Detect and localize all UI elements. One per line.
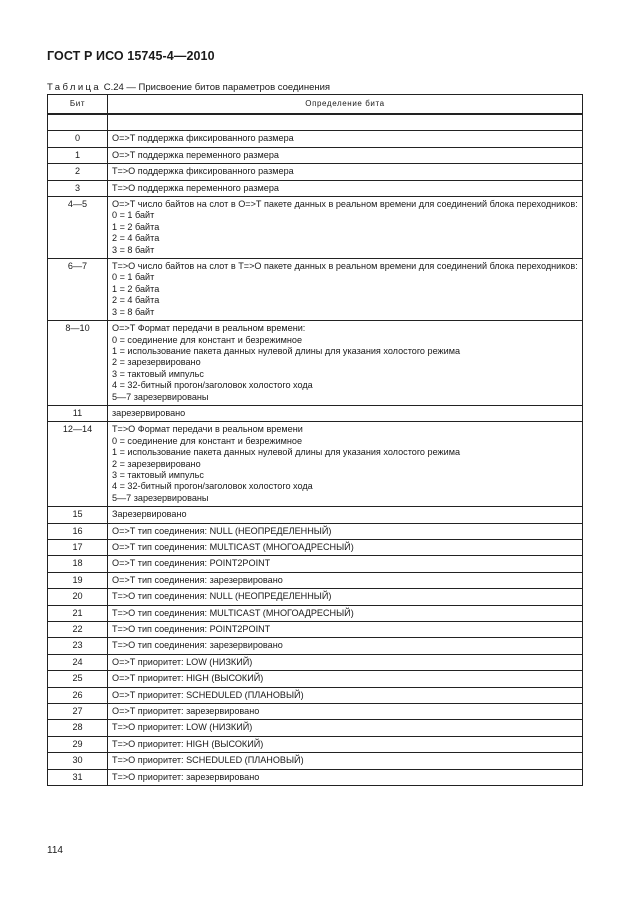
table-row [48,720,583,736]
bit-cell: 1 [48,147,108,163]
definition-cell: зарезервировано [108,405,583,421]
table-row [48,687,583,703]
bit-cell: 23 [48,638,108,654]
bit-cell: 30 [48,753,108,769]
table-body [48,114,583,785]
bit-cell: 17 [48,540,108,556]
table-row [48,753,583,769]
table-row [48,589,583,605]
table-row [48,605,583,621]
bit-cell: 29 [48,736,108,752]
definition-cell: Т=>О поддержка переменного размера [108,180,583,196]
definition-cell: О=>Т поддержка переменного размера [108,147,583,163]
table-row [48,704,583,720]
column-header-bit: Бит [48,95,108,115]
bit-cell: 6—7 [48,259,108,321]
definition-cell: О=>Т тип соединения: POINT2POINT [108,556,583,572]
bit-assignment-table [47,94,583,786]
table-header-row [48,95,583,115]
bit-cell: 0 [48,131,108,147]
table-caption-text: — Присвоение битов параметров соединения [126,82,331,93]
bit-cell: 21 [48,605,108,621]
table-row [48,572,583,588]
table-row [48,131,583,147]
bit-cell: 24 [48,654,108,670]
table-row [48,638,583,654]
definition-cell: О=>Т поддержка фиксированного размера [108,131,583,147]
definition-cell: О=>Т Формат передачи в реальном времени: 0 = соединение для констант и безрежимное 1 = использование пакета данных нулевой длины для указания холостого режима 2 = зарезервировано 3 = тактовый импульс 4 = 32-битный прогон/заголовок холостого хода 5—7 зарезервированы [108,321,583,406]
bit-cell: 28 [48,720,108,736]
table-row [48,197,583,259]
definition-cell: Т=>О Формат передачи в реальном времени 0 = соединение для констант и безрежимное 1 = использование пакета данных нулевой длины для указания холостого режима 2 = зарезервировано 3 = тактовый импульс 4 = 32-битный прогон/заголовок холостого хода 5—7 зарезервированы [108,422,583,507]
bit-cell: 4—5 [48,197,108,259]
bit-cell: 20 [48,589,108,605]
table-row [48,507,583,523]
bit-cell: 18 [48,556,108,572]
table-row [48,422,583,507]
definition-cell: О=>Т приоритет: HIGH (ВЫСОКИЙ) [108,671,583,687]
definition-cell: Т=>О тип соединения: POINT2POINT [108,622,583,638]
table-row [48,147,583,163]
definition-cell: О=>Т тип соединения: MULTICAST (МНОГОАДРЕСНЫЙ) [108,540,583,556]
table-row [48,259,583,321]
table-row [48,164,583,180]
definition-cell: О=>Т приоритет: LOW (НИЗКИЙ) [108,654,583,670]
table-row [48,540,583,556]
definition-cell: О=>Т число байтов на слот в О=>Т пакете данных в реальном времени для соединений блока переходников: 0 = 1 байт 1 = 2 байта 2 = 4 байта 3 = 8 байт [108,197,583,259]
table-row [48,654,583,670]
bit-cell: 31 [48,769,108,785]
table-row [48,769,583,785]
table-caption-label: Таблица [47,82,102,93]
bit-cell: 16 [48,523,108,539]
table-row [48,523,583,539]
definition-cell: Т=>О приоритет: LOW (НИЗКИЙ) [108,720,583,736]
definition-cell: О=>Т тип соединения: зарезервировано [108,572,583,588]
definition-cell: Т=>О приоритет: SCHEDULED (ПЛАНОВЫЙ) [108,753,583,769]
bit-cell: 11 [48,405,108,421]
table-row [48,180,583,196]
bit-cell: 26 [48,687,108,703]
definition-cell: Т=>О тип соединения: NULL (НЕОПРЕДЕЛЕННЫЙ) [108,589,583,605]
header-spacer-row [48,114,583,131]
bit-cell: 25 [48,671,108,687]
bit-cell: 15 [48,507,108,523]
definition-cell: Т=>О приоритет: HIGH (ВЫСОКИЙ) [108,736,583,752]
table-caption-number: С.24 [103,82,124,93]
definition-cell: Т=>О поддержка фиксированного размера [108,164,583,180]
bit-cell: 12—14 [48,422,108,507]
document-title: ГОСТ Р ИСО 15745-4—2010 [47,49,215,63]
table-row [48,736,583,752]
column-header-definition: Определение бита [108,95,583,115]
bit-cell: 8—10 [48,321,108,406]
bit-cell: 19 [48,572,108,588]
bit-cell: 27 [48,704,108,720]
bit-cell: 3 [48,180,108,196]
table-row [48,321,583,406]
definition-cell: О=>Т приоритет: зарезервировано [108,704,583,720]
table-row [48,405,583,421]
table-row [48,622,583,638]
definition-cell: Зарезервировано [108,507,583,523]
definition-cell: Т=>О приоритет: зарезервировано [108,769,583,785]
table-caption [47,82,330,93]
definition-cell: О=>Т приоритет: SCHEDULED (ПЛАНОВЫЙ) [108,687,583,703]
table-row [48,556,583,572]
definition-cell: Т=>О число байтов на слот в Т=>О пакете данных в реальном времени для соединений блока переходников: 0 = 1 байт 1 = 2 байта 2 = 4 байта 3 = 8 байт [108,259,583,321]
definition-cell: О=>Т тип соединения: NULL (НЕОПРЕДЕЛЕННЫЙ) [108,523,583,539]
bit-cell: 2 [48,164,108,180]
table-row [48,671,583,687]
page-number: 114 [47,845,63,856]
definition-cell: Т=>О тип соединения: MULTICAST (МНОГОАДРЕСНЫЙ) [108,605,583,621]
bit-cell: 22 [48,622,108,638]
definition-cell: Т=>О тип соединения: зарезервировано [108,638,583,654]
